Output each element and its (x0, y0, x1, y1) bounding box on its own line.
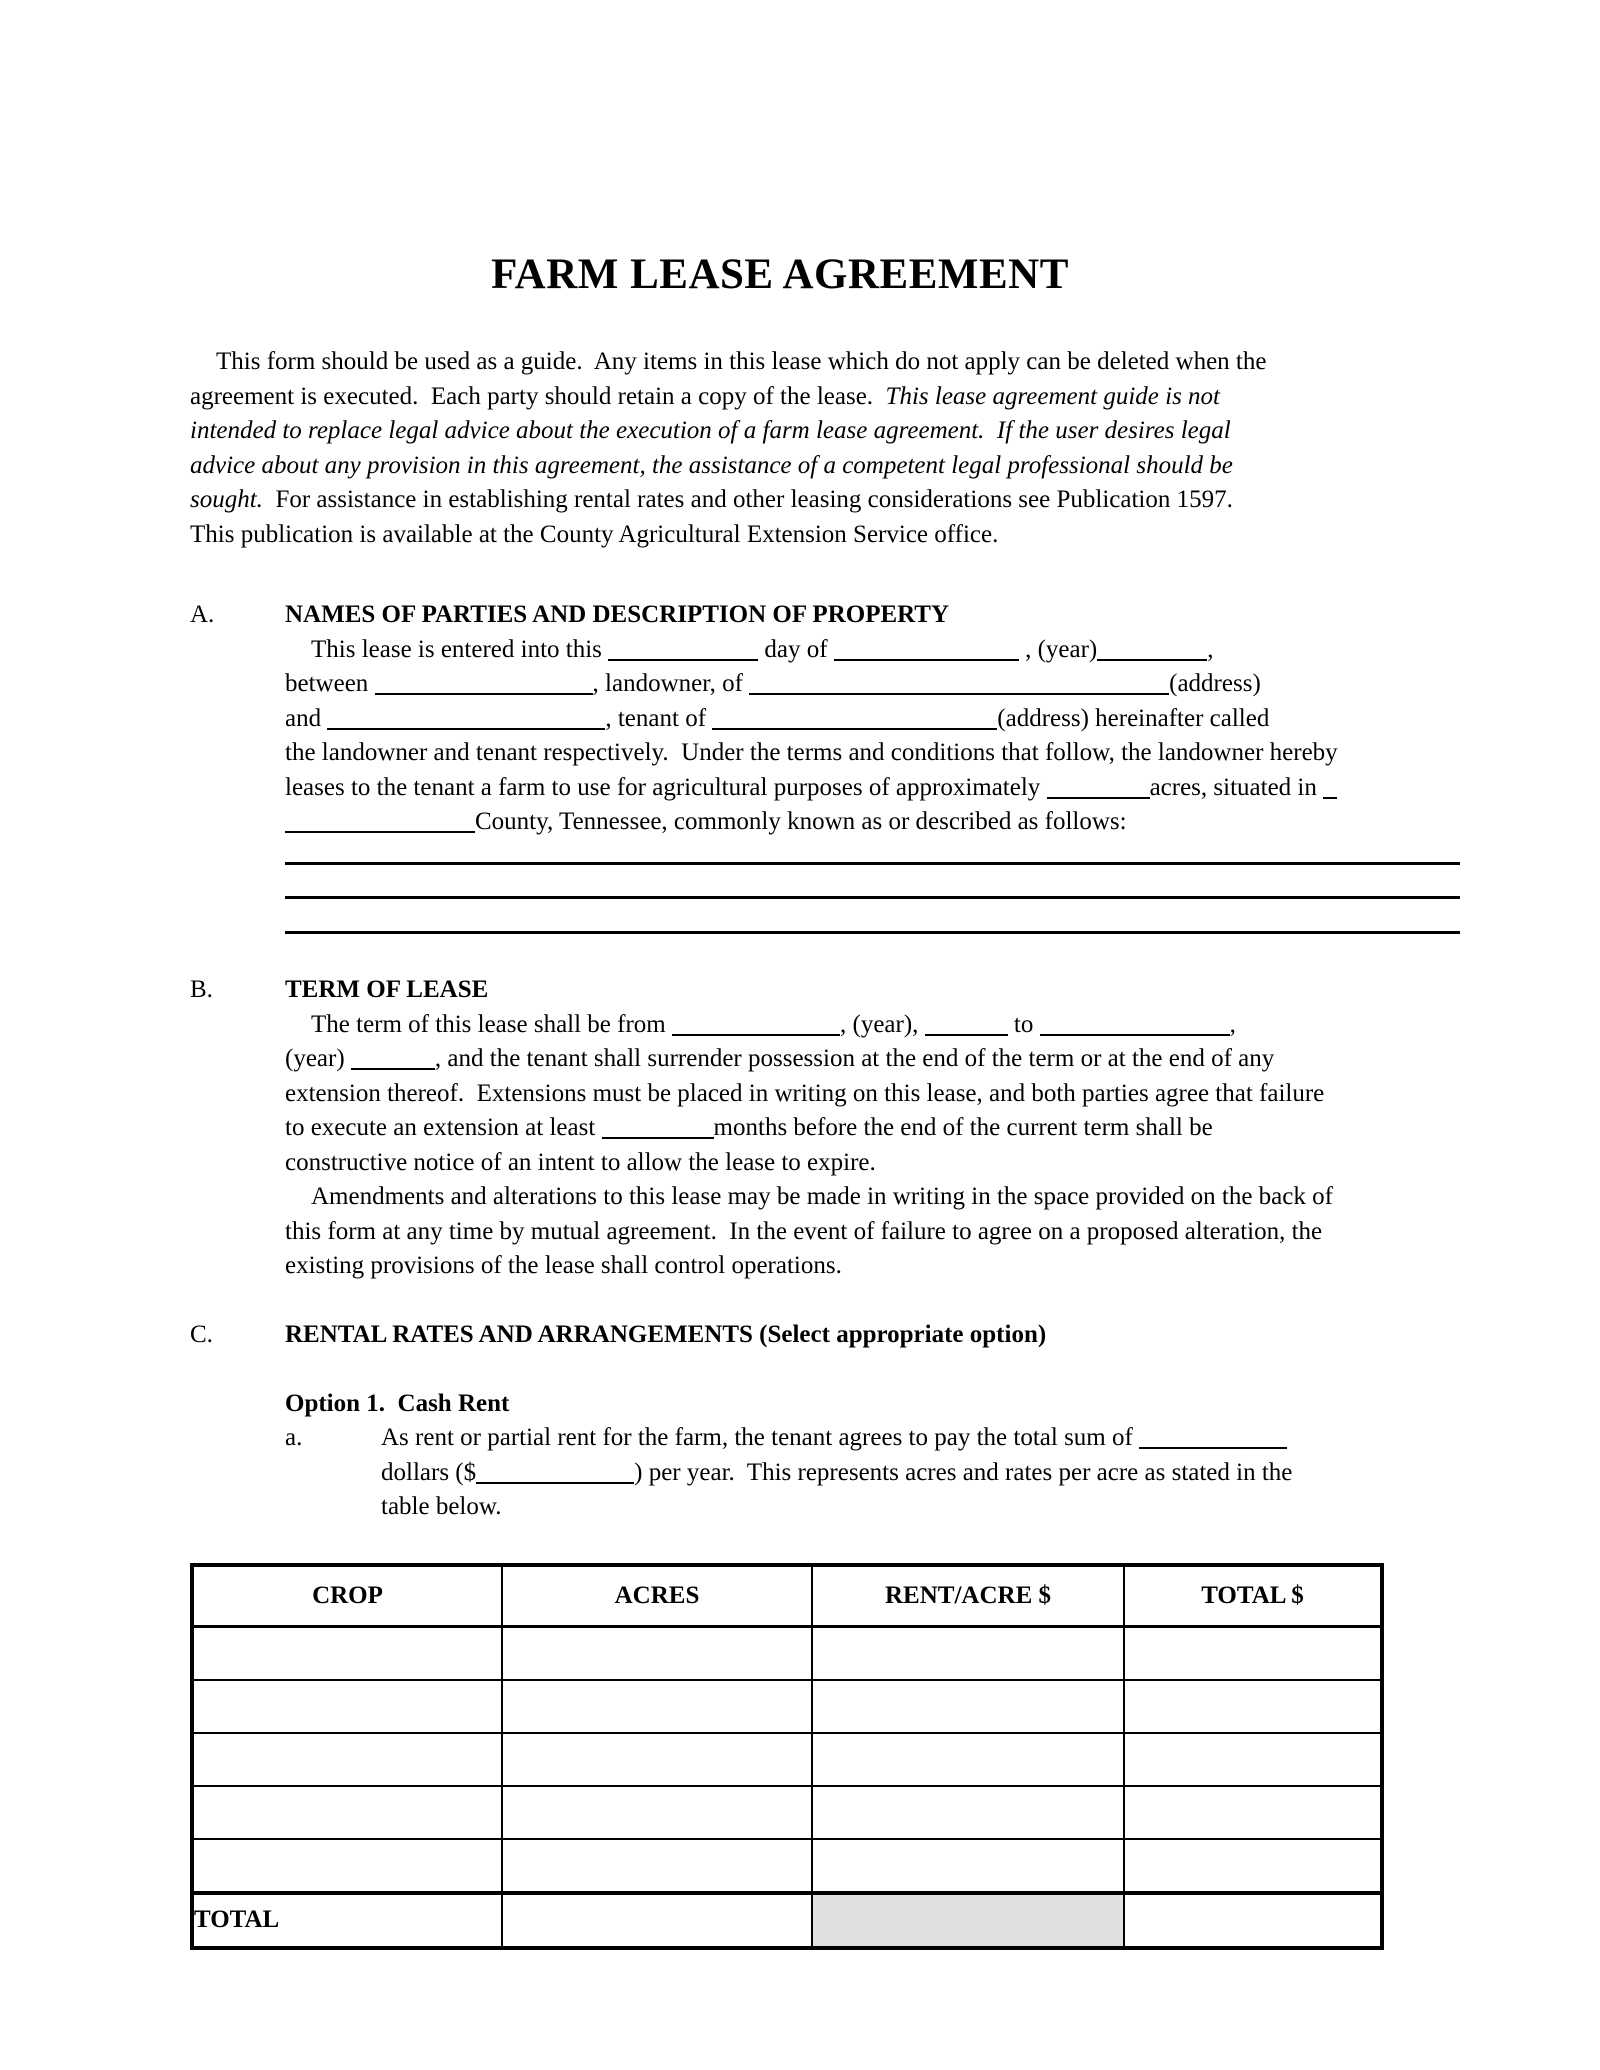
text-line (285, 1077, 1333, 1112)
text-line (190, 380, 1500, 415)
blank-field (1323, 779, 1337, 799)
text-run: , (1207, 635, 1214, 663)
blank-field (375, 675, 593, 695)
italic-text-run: advice about any provision in this agreement, the assistance of a competent legal professional should be (190, 451, 1233, 479)
description-blank-lines (285, 862, 1460, 934)
table-cell (192, 1733, 502, 1786)
table-cell (502, 1680, 812, 1733)
table-cell (502, 1733, 812, 1786)
text-run: , (year) (1018, 635, 1098, 663)
section-b-heading: TERM OF LEASE (285, 976, 489, 1003)
text-run: This lease is entered into this (311, 635, 609, 663)
table-cell (1124, 1626, 1382, 1680)
section-a-paragraph (285, 633, 1460, 840)
section-a (190, 598, 1500, 965)
italic-text-run: intended to replace legal advice about the execution of a farm lease agreement. If the user desires legal (190, 417, 1231, 444)
blank-field (1040, 1016, 1230, 1036)
total-row-label: TOTAL (192, 1893, 502, 1948)
blank-field (608, 641, 758, 661)
text-run: to execute an extension at least (285, 1114, 602, 1141)
text-run: between (285, 670, 375, 697)
column-header-acres: ACRES (502, 1565, 812, 1627)
text-run: ) per year. This represents acres and rates per acre as stated in the (634, 1458, 1293, 1486)
blank-field (925, 1016, 1008, 1036)
text-run: This publication is available at the County Agricultural Extension Service office. (190, 520, 999, 548)
text-line (285, 1111, 1333, 1146)
text-run: (address) hereinafter called (997, 704, 1270, 732)
blank-field (749, 675, 1169, 695)
text-line (285, 1180, 1333, 1215)
text-line (285, 1249, 1333, 1284)
text-line (285, 667, 1460, 702)
section-a-heading: NAMES OF PARTIES AND DESCRIPTION OF PROPERTY (285, 601, 950, 628)
text-run: , and the tenant shall surrender possession at the end of the term or at the end of any (434, 1045, 1275, 1072)
table-row (192, 1680, 1382, 1733)
table-row (192, 1839, 1382, 1893)
text-run: leases to the tenant a farm to use for agricultural purposes of approximately (285, 773, 1047, 801)
text-run: constructive notice of an intent to allow the lease to expire. (285, 1148, 876, 1176)
table-cell (192, 1680, 502, 1733)
text-line (190, 483, 1500, 518)
section-b-letter: B. (190, 976, 213, 1003)
text-run: extension thereof. Extensions must be placed in writing on this lease, and both parties agree that failure (285, 1079, 1325, 1107)
table-row (192, 1626, 1382, 1680)
blank-field (285, 813, 475, 833)
blank-field (712, 710, 997, 730)
section-a-letter: A. (190, 601, 215, 628)
option-1-heading: Option 1. Cash Rent (285, 1389, 510, 1417)
text-run: , tenant of (605, 704, 713, 732)
text-line (285, 702, 1460, 737)
table-row (192, 1733, 1382, 1786)
text-run: , landowner, of (592, 670, 750, 697)
text-line (285, 633, 1460, 668)
table-cell (812, 1733, 1124, 1786)
table-cell (502, 1786, 812, 1839)
table-cell (502, 1839, 812, 1893)
italic-text-run: sought. (190, 486, 263, 513)
total-acres-cell (502, 1893, 812, 1948)
section-c-body (285, 1318, 1292, 1525)
blank-field (672, 1016, 840, 1036)
blank-field (327, 710, 605, 730)
text-line (190, 345, 1500, 380)
text-line (285, 805, 1460, 840)
table-cell (1124, 1733, 1382, 1786)
intro-paragraph (190, 345, 1500, 552)
table-cell (192, 1839, 502, 1893)
text-run: For assistance in establishing rental rates and other leasing considerations see Publication 1597. (262, 486, 1233, 513)
text-run: months before the end of the current term shall be (713, 1114, 1213, 1141)
section-b-body (285, 973, 1333, 1284)
table-header-row (192, 1565, 1382, 1627)
text-line (190, 414, 1500, 449)
table-cell (1124, 1839, 1382, 1893)
table-cell (1124, 1786, 1382, 1839)
text-line (285, 1215, 1333, 1250)
blank-field (1047, 779, 1150, 799)
blank-field (602, 1119, 714, 1139)
text-run: acres, situated in (1149, 773, 1324, 801)
text-line (381, 1490, 1292, 1525)
text-run: this form at any time by mutual agreement. In the event of failure to agree on a proposed alteration, the (285, 1217, 1323, 1245)
text-run: dollars ($ (381, 1458, 477, 1486)
cash-rent-table (190, 1563, 1384, 1950)
item-a (285, 1421, 1292, 1525)
text-line (285, 1146, 1333, 1181)
table-cell (192, 1786, 502, 1839)
text-run: agreement is executed. Each party should retain a copy of the lease. (190, 382, 886, 410)
total-dollars-cell (1124, 1893, 1382, 1948)
text-run: , (year), (840, 1010, 925, 1038)
column-header-total: TOTAL $ (1124, 1565, 1382, 1627)
table-cell (812, 1786, 1124, 1839)
text-line (285, 1042, 1333, 1077)
text-run: day of (758, 635, 834, 663)
text-run: table below. (381, 1493, 502, 1520)
text-line (285, 736, 1460, 771)
text-line (285, 771, 1460, 806)
text-line (381, 1456, 1292, 1491)
column-header-rent-acre: RENT/ACRE $ (812, 1565, 1124, 1627)
section-b-paragraph-1 (285, 1008, 1333, 1181)
text-line (190, 449, 1500, 484)
column-header-crop: CROP (192, 1565, 502, 1627)
description-blank-line (285, 896, 1460, 899)
table-cell (812, 1680, 1124, 1733)
text-line (190, 518, 1500, 553)
section-c-heading: RENTAL RATES AND ARRANGEMENTS (Select appropriate option) (285, 1320, 1047, 1348)
description-blank-line (285, 931, 1460, 934)
section-c-letter: C. (190, 1320, 213, 1348)
shaded-cell (812, 1893, 1124, 1948)
text-run: Amendments and alterations to this lease may be made in writing in the space provided on the back of (311, 1183, 1333, 1210)
blank-field (834, 641, 1019, 661)
item-a-text (381, 1421, 1292, 1525)
text-run: As rent or partial rent for the farm, the tenant agrees to pay the total sum of (381, 1424, 1140, 1451)
text-run: and (285, 704, 328, 732)
section-c (190, 1318, 1500, 1525)
text-run: to (1007, 1010, 1040, 1038)
text-run: (address) (1169, 670, 1261, 697)
text-line (285, 1008, 1333, 1043)
text-run: existing provisions of the lease shall control operations. (285, 1252, 842, 1279)
section-b (190, 973, 1500, 1284)
italic-text-run: This lease agreement guide is not (885, 382, 1220, 410)
text-line (381, 1421, 1292, 1456)
text-run: The term of this lease shall be from (311, 1010, 672, 1038)
text-run: (year) (285, 1045, 351, 1072)
table-cell (812, 1839, 1124, 1893)
text-run: , (1229, 1010, 1236, 1038)
table-row (192, 1786, 1382, 1839)
table-cell (812, 1626, 1124, 1680)
document-title: FARM LEASE AGREEMENT (491, 251, 1069, 298)
blank-field (1097, 641, 1207, 661)
table-cell (502, 1626, 812, 1680)
text-run: County, Tennessee, commonly known as or described as follows: (475, 808, 1127, 835)
description-blank-line (285, 862, 1460, 865)
blank-field (1139, 1429, 1287, 1449)
table-cell (192, 1626, 502, 1680)
item-a-label: a. (285, 1424, 303, 1451)
text-run: This form should be used as a guide. Any items in this lease which do not apply can be deleted when the (216, 348, 1267, 375)
blank-field (351, 1050, 435, 1070)
blank-field (476, 1464, 634, 1484)
table-total-row (192, 1893, 1382, 1948)
text-run: the landowner and tenant respectively. Under the terms and conditions that follow, the landowner hereby (285, 739, 1338, 766)
section-a-body (285, 598, 1460, 965)
section-b-paragraph-2 (285, 1180, 1333, 1284)
table-cell (1124, 1680, 1382, 1733)
